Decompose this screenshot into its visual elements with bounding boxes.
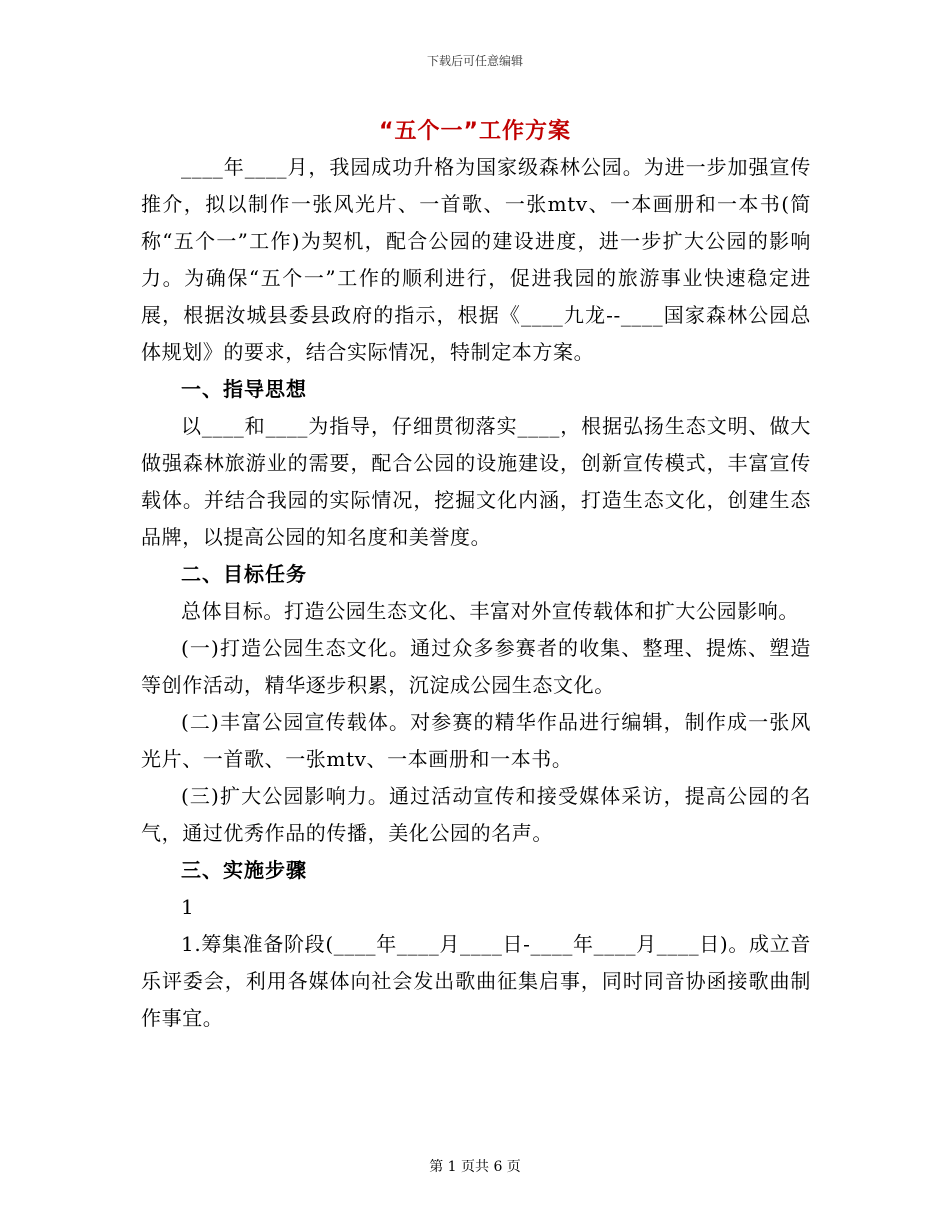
goals-item-2-paragraph: (二)丰富公园宣传载体。对参赛的精华作品进行编辑，制作成一张风光片、一首歌、一张mtv、一本画册和一本书。 xyxy=(141,710,811,771)
intro-paragraph: ____年____月，我园成功升格为国家级森林公园。为进一步加强宣传推介，拟以制作一张风光片、一首歌、一张mtv、一本画册和一本书(简称“五个一”工作)为契机，配合公园的建设进度，进一步扩大公园的影响力。为确保“五个一”工作的顺利进行，促进我园的旅游事业快速稳定进展，根据汝城县委县政府的指示，根据《____九龙--____国家森林公园总体规划》的要求，结合实际情况，特制定本方案。 xyxy=(141,155,811,364)
document-title: “五个一”工作方案 xyxy=(379,119,571,144)
page-number: 第 1 页共 6 页 xyxy=(429,1159,521,1175)
implementation-step-1-paragraph: 1.筹集准备阶段(____年____月____日-____年____月____日)。成立音乐评委会，利用各媒体向社会发出歌曲征集启事，同时同音协函接歌曲制作事宜。 xyxy=(141,932,811,1030)
section-heading-guiding-ideology: 一、指导思想 xyxy=(181,377,307,401)
goals-item-1-paragraph: (一)打造公园生态文化。通过众多参赛者的收集、整理、提炼、塑造等创作活动，精华逐步积累，沉淀成公园生态文化。 xyxy=(141,636,811,697)
section-heading-implementation: 三、实施步骤 xyxy=(181,858,307,882)
goals-overall-paragraph: 总体目标。打造公园生态文化、丰富对外宣传载体和扩大公园影响。 xyxy=(181,599,799,623)
document-body xyxy=(141,149,811,1037)
goals-item-3-paragraph: (三)扩大公园影响力。通过活动宣传和接受媒体采访，提高公园的名气，通过优秀作品的传播，美化公园的名声。 xyxy=(141,784,811,845)
guiding-ideology-paragraph: 以____和____为指导，仔细贯彻落实____，根据弘扬生态文明、做大做强森林旅游业的需要，配合公园的设施建设，创新宣传模式，丰富宣传载体。并结合我园的实际情况，挖掘文化内涵，打造生态文化，创建生态品牌，以提高公园的知名度和美誉度。 xyxy=(141,414,811,549)
header-note: 下载后可任意编辑 xyxy=(426,54,523,68)
section-heading-goals: 二、目标任务 xyxy=(181,562,307,586)
implementation-marker: 1 xyxy=(181,895,195,919)
